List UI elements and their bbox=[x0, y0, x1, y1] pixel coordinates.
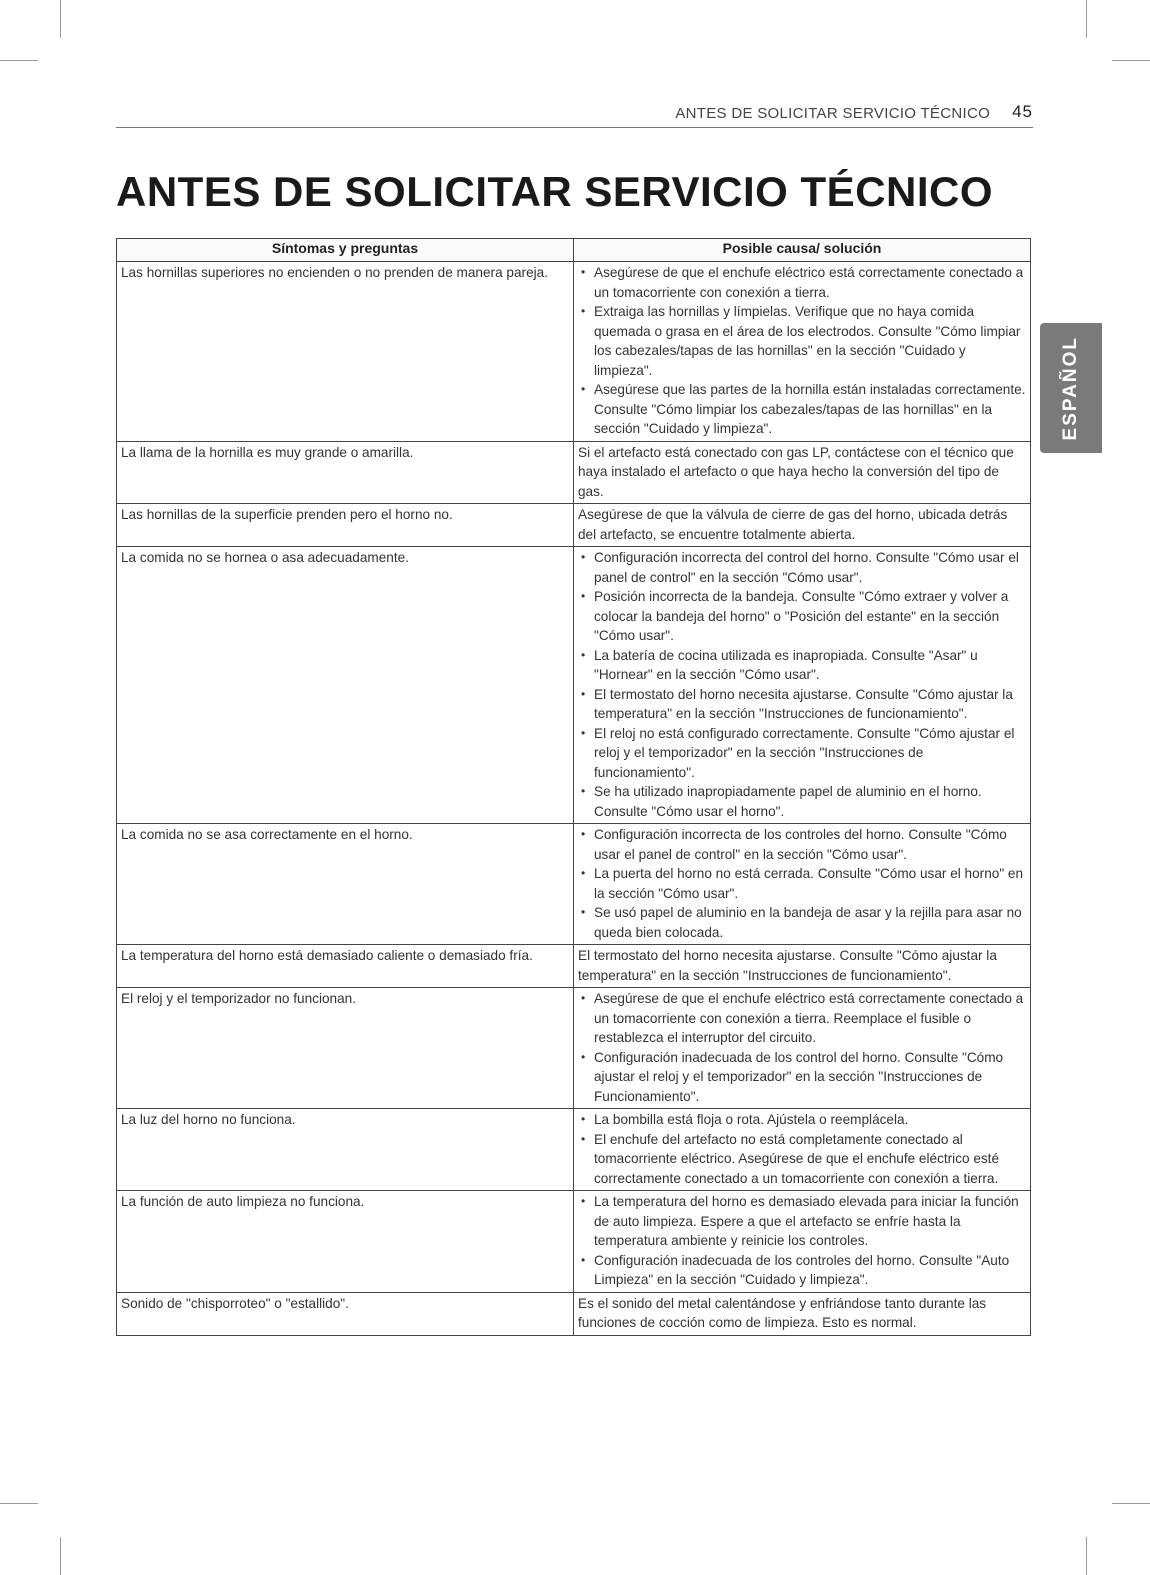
table-row bbox=[117, 547, 1031, 824]
table-row bbox=[117, 988, 1031, 1109]
symptom-cell: Las hornillas de la superficie prenden pero el horno no. bbox=[117, 504, 574, 547]
running-header bbox=[116, 101, 1033, 128]
solution-item: • Configuración incorrecta del control del horno. Consulte "Cómo usar el panel de control" en la sección "Cómo usar". bbox=[594, 548, 1026, 587]
solution-cell bbox=[574, 988, 1031, 1109]
table-row bbox=[117, 1292, 1031, 1335]
symptom-cell: La luz del horno no funciona. bbox=[117, 1109, 574, 1191]
running-header-title: ANTES DE SOLICITAR SERVICIO TÉCNICO bbox=[675, 105, 991, 122]
solution-cell bbox=[574, 1109, 1031, 1191]
crop-mark bbox=[0, 1503, 38, 1504]
solution-item: • Posición incorrecta de la bandeja. Consulte "Cómo extraer y volver a colocar la bandeja del horno" o "Posición del estante" en la sección "Cómo usar". bbox=[594, 587, 1026, 646]
crop-mark bbox=[1086, 0, 1087, 38]
solution-item: • El enchufe del artefacto no está completamente conectado al tomacorriente eléctrico. Asegúrese de que el enchufe eléctrico esté correctamente conectado a un tomacorriente con conexión a tierra. bbox=[594, 1130, 1026, 1189]
solution-item: • Se usó papel de aluminio en la bandeja de asar y la rejilla para asar no queda bien colocada. bbox=[594, 903, 1026, 942]
page-number: 45 bbox=[1012, 102, 1033, 121]
solution-list bbox=[578, 263, 1026, 439]
page-title: ANTES DE SOLICITAR SERVICIO TÉCNICO bbox=[116, 168, 994, 215]
solution-list bbox=[578, 1192, 1026, 1290]
solution-cell bbox=[574, 1191, 1031, 1293]
solution-item: • Asegúrese de que el enchufe eléctrico está correctamente conectado a un tomacorriente con conexión a tierra. Reemplace el fusible o restablezca el interruptor del circuito. bbox=[594, 989, 1026, 1048]
table-row bbox=[117, 262, 1031, 442]
crop-mark bbox=[0, 60, 38, 61]
solution-item: • Configuración inadecuada de los control del horno. Consulte "Cómo ajustar el reloj y el temporizador" en la sección "Instrucciones de Funcionamiento". bbox=[594, 1048, 1026, 1107]
solution-cell: El termostato del horno necesita ajustarse. Consulte "Cómo ajustar la temperatura" en la sección "Instrucciones de funcionamiento". bbox=[574, 945, 1031, 988]
solution-item: • La batería de cocina utilizada es inapropiada. Consulte "Asar" u "Hornear" en la sección "Cómo usar". bbox=[594, 646, 1026, 685]
symptom-cell: La comida no se hornea o asa adecuadamente. bbox=[117, 547, 574, 824]
table-body bbox=[117, 262, 1031, 1336]
symptom-cell: Sonido de "chisporroteo" o "estallido". bbox=[117, 1292, 574, 1335]
symptom-cell: La temperatura del horno está demasiado caliente o demasiado fría. bbox=[117, 945, 574, 988]
solution-list bbox=[578, 548, 1026, 821]
solution-item: • Configuración incorrecta de los controles del horno. Consulte "Cómo usar el panel de control" en la sección "Cómo usar". bbox=[594, 825, 1026, 864]
solution-list bbox=[578, 1110, 1026, 1188]
solution-cell bbox=[574, 262, 1031, 442]
table-row bbox=[117, 824, 1031, 945]
symptom-cell: Las hornillas superiores no encienden o no prenden de manera pareja. bbox=[117, 262, 574, 442]
troubleshooting-table bbox=[116, 238, 1031, 1336]
table-row bbox=[117, 1191, 1031, 1293]
symptom-cell: La llama de la hornilla es muy grande o amarilla. bbox=[117, 441, 574, 504]
table-row bbox=[117, 441, 1031, 504]
solution-item: • Se ha utilizado inapropiadamente papel de aluminio en el horno. Consulte "Cómo usar el horno". bbox=[594, 782, 1026, 821]
column-header-symptoms: Síntomas y preguntas bbox=[117, 239, 574, 262]
solution-cell bbox=[574, 824, 1031, 945]
table-row bbox=[117, 1109, 1031, 1191]
symptom-cell: La función de auto limpieza no funciona. bbox=[117, 1191, 574, 1293]
column-header-solution: Posible causa/ solución bbox=[574, 239, 1031, 262]
crop-mark bbox=[1112, 60, 1150, 61]
crop-mark bbox=[1112, 1503, 1150, 1504]
solution-cell bbox=[574, 547, 1031, 824]
table-row bbox=[117, 504, 1031, 547]
solution-item: • Configuración inadecuada de los controles del horno. Consulte "Auto Limpieza" en la sección "Cuidado y limpieza". bbox=[594, 1251, 1026, 1290]
symptom-cell: La comida no se asa correctamente en el horno. bbox=[117, 824, 574, 945]
solution-cell: Es el sonido del metal calentándose y enfriándose tanto durante las funciones de cocción como de limpieza. Esto es normal. bbox=[574, 1292, 1031, 1335]
solution-cell: Asegúrese de que la válvula de cierre de gas del horno, ubicada detrás del artefacto, se encuentre totalmente abierta. bbox=[574, 504, 1031, 547]
solution-item: • El reloj no está configurado correctamente. Consulte "Cómo ajustar el reloj y el temporizador" en la sección "Instrucciones de funcionamiento". bbox=[594, 724, 1026, 783]
solution-item: • Asegúrese de que el enchufe eléctrico está correctamente conectado a un tomacorriente con conexión a tierra. bbox=[594, 263, 1026, 302]
solution-item: • El termostato del horno necesita ajustarse. Consulte "Cómo ajustar la temperatura" en la sección "Instrucciones de funcionamiento". bbox=[594, 685, 1026, 724]
solution-list bbox=[578, 989, 1026, 1106]
solution-item: • La puerta del horno no está cerrada. Consulte "Cómo usar el horno" en la sección "Cómo usar". bbox=[594, 864, 1026, 903]
language-tab bbox=[1040, 323, 1102, 453]
language-tab-label: ESPAÑOL bbox=[1060, 335, 1081, 441]
table-header-row bbox=[117, 239, 1031, 262]
table-row bbox=[117, 945, 1031, 988]
crop-mark bbox=[1086, 1537, 1087, 1575]
solution-list bbox=[578, 825, 1026, 942]
crop-mark bbox=[60, 0, 61, 38]
crop-mark bbox=[60, 1537, 61, 1575]
solution-item: • Extraiga las hornillas y límpielas. Verifique que no haya comida quemada o grasa en el área de los electrodos. Consulte "Cómo limpiar los cabezales/tapas de las hornillas" en la sección "Cuidado y limpieza". bbox=[594, 302, 1026, 380]
solution-cell: Si el artefacto está conectado con gas LP, contáctese con el técnico que haya instalado el artefacto o que haya hecho la conversión del tipo de gas. bbox=[574, 441, 1031, 504]
solution-item: • La temperatura del horno es demasiado elevada para iniciar la función de auto limpieza. Espere a que el artefacto se enfríe hasta la temperatura ambiente y reinicie los controles. bbox=[594, 1192, 1026, 1251]
solution-item: • La bombilla está floja o rota. Ajústela o reemplácela. bbox=[594, 1110, 1026, 1130]
solution-item: • Asegúrese que las partes de la hornilla están instaladas correctamente. Consulte "Cómo limpiar los cabezales/tapas de las hornillas" en la sección "Cuidado y limpieza". bbox=[594, 380, 1026, 439]
symptom-cell: El reloj y el temporizador no funcionan. bbox=[117, 988, 574, 1109]
